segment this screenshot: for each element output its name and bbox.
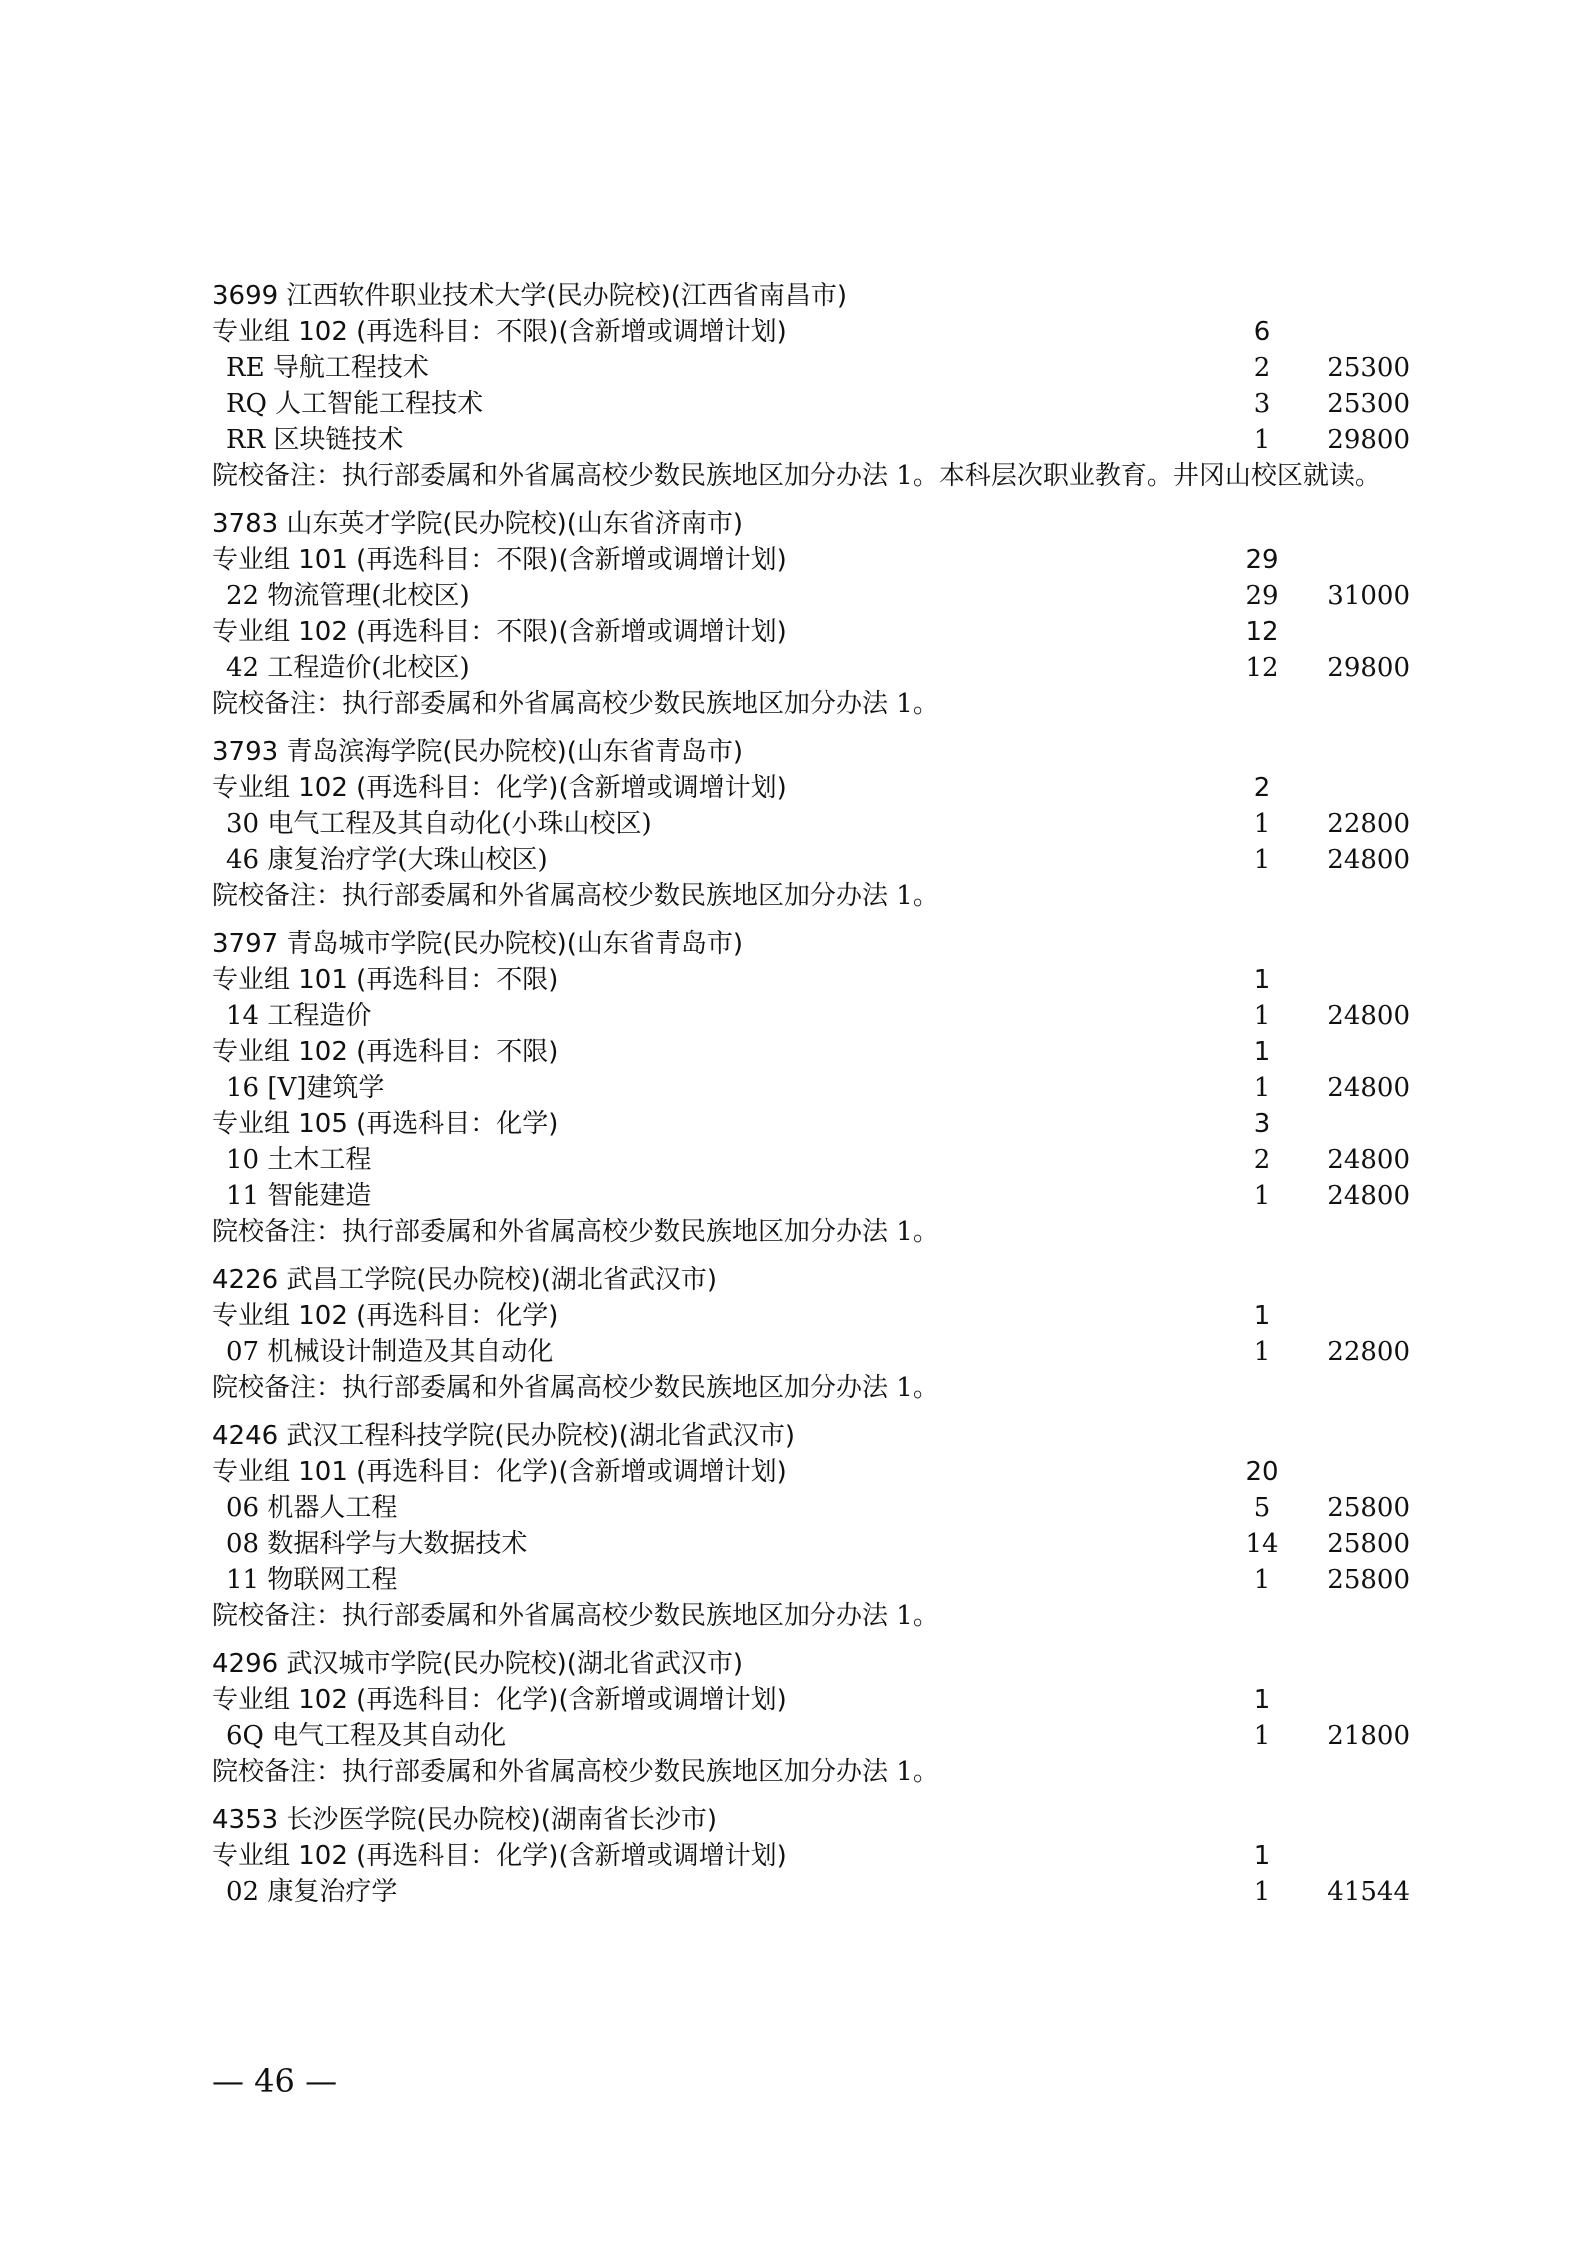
major-group-label: 专业组 102 (再选科目：不限) <box>212 1037 559 1067</box>
major-count: 1 <box>1253 1337 1271 1367</box>
major-group-count: 1 <box>1253 1301 1271 1331</box>
school-note-label: 院校备注： <box>212 461 343 491</box>
school-note-label: 院校备注： <box>212 1373 343 1403</box>
school-note <box>212 1214 1392 1250</box>
school-note <box>212 878 1392 914</box>
major-group-label: 专业组 102 (再选科目：化学)(含新增或调增计划) <box>212 1685 787 1715</box>
major-group-count: 12 <box>1245 617 1279 647</box>
major-group-label: 专业组 102 (再选科目：化学)(含新增或调增计划) <box>212 1841 787 1871</box>
major-group-label: 专业组 101 (再选科目：化学)(含新增或调增计划) <box>212 1457 787 1487</box>
major-row <box>212 422 1412 458</box>
school-note-label: 院校备注： <box>212 689 343 719</box>
major-group-row <box>212 1106 1412 1142</box>
major-tuition: 21800 <box>1327 1721 1410 1751</box>
major-code-name: 06 机器人工程 <box>226 1493 398 1523</box>
major-group-count: 6 <box>1253 317 1271 347</box>
major-count: 1 <box>1253 1001 1271 1031</box>
major-tuition: 41544 <box>1327 1877 1410 1907</box>
major-row <box>212 1718 1412 1754</box>
major-code-name: 46 康复治疗学(大珠山校区) <box>226 845 548 875</box>
school-block <box>212 1418 1412 1634</box>
major-group-label: 专业组 102 (再选科目：不限)(含新增或调增计划) <box>212 317 787 347</box>
major-row <box>212 1178 1412 1214</box>
admission-plan-list <box>212 278 1412 1922</box>
school-note-text: 执行部委属和外省属高校少数民族地区加分办法 1。 <box>342 1373 939 1403</box>
major-group-row <box>212 1682 1412 1718</box>
major-count: 2 <box>1253 1145 1271 1175</box>
school-note-label: 院校备注： <box>212 1757 343 1787</box>
major-row <box>212 1070 1412 1106</box>
major-tuition: 25300 <box>1327 389 1410 419</box>
major-group-label: 专业组 102 (再选科目：化学) <box>212 1301 559 1331</box>
major-code-name: 22 物流管理(北校区) <box>226 581 470 611</box>
school-note <box>212 1754 1392 1790</box>
major-code-name: 14 工程造价 <box>226 1001 372 1031</box>
major-tuition: 22800 <box>1327 809 1410 839</box>
major-tuition: 24800 <box>1327 1145 1410 1175</box>
major-code-name: 11 智能建造 <box>226 1181 372 1211</box>
major-row <box>212 350 1412 386</box>
school-block <box>212 1646 1412 1790</box>
major-tuition: 29800 <box>1327 653 1410 683</box>
major-code-name: RR 区块链技术 <box>226 425 404 455</box>
major-code-name: 16 [V]建筑学 <box>226 1073 385 1103</box>
major-code-name: 07 机械设计制造及其自动化 <box>226 1337 554 1367</box>
major-count: 5 <box>1253 1493 1271 1523</box>
major-count: 1 <box>1253 1565 1271 1595</box>
major-group-row <box>212 1298 1412 1334</box>
school-block <box>212 506 1412 722</box>
major-group-label: 专业组 105 (再选科目：化学) <box>212 1109 559 1139</box>
major-count: 1 <box>1253 425 1271 455</box>
major-code-name: 42 工程造价(北校区) <box>226 653 470 683</box>
major-group-count: 1 <box>1253 1037 1271 1067</box>
major-code-name: 08 数据科学与大数据技术 <box>226 1529 528 1559</box>
major-group-count: 29 <box>1245 545 1279 575</box>
major-tuition: 29800 <box>1327 425 1410 455</box>
school-note-text: 执行部委属和外省属高校少数民族地区加分办法 1。 <box>342 1601 939 1631</box>
major-group-label: 专业组 101 (再选科目：不限)(含新增或调增计划) <box>212 545 787 575</box>
major-group-row <box>212 1034 1412 1070</box>
school-header: 4296 武汉城市学院(民办院校)(湖北省武汉市) <box>212 1649 744 1679</box>
major-count: 14 <box>1245 1529 1279 1559</box>
major-group-label: 专业组 102 (再选科目：化学)(含新增或调增计划) <box>212 773 787 803</box>
major-tuition: 24800 <box>1327 845 1410 875</box>
major-code-name: RE 导航工程技术 <box>226 353 429 383</box>
school-header: 3797 青岛城市学院(民办院校)(山东省青岛市) <box>212 929 744 959</box>
major-count: 1 <box>1253 1877 1271 1907</box>
school-note-text: 执行部委属和外省属高校少数民族地区加分办法 1。 <box>342 1757 939 1787</box>
major-group-row <box>212 770 1412 806</box>
major-code-name: 6Q 电气工程及其自动化 <box>226 1721 507 1751</box>
major-tuition: 25800 <box>1327 1493 1410 1523</box>
major-tuition: 24800 <box>1327 1001 1410 1031</box>
major-count: 29 <box>1245 581 1279 611</box>
major-group-count: 20 <box>1245 1457 1279 1487</box>
school-note-text: 执行部委属和外省属高校少数民族地区加分办法 1。 <box>342 689 939 719</box>
major-tuition: 24800 <box>1327 1073 1410 1103</box>
major-tuition: 31000 <box>1327 581 1410 611</box>
major-group-row <box>212 542 1412 578</box>
major-code-name: 30 电气工程及其自动化(小珠山校区) <box>226 809 652 839</box>
school-header: 3783 山东英才学院(民办院校)(山东省济南市) <box>212 509 744 539</box>
major-row <box>212 998 1412 1034</box>
major-code-name: RQ 人工智能工程技术 <box>226 389 484 419</box>
school-note-label: 院校备注： <box>212 881 343 911</box>
major-row <box>212 1142 1412 1178</box>
major-group-count: 1 <box>1253 965 1271 995</box>
major-group-row <box>212 1838 1412 1874</box>
school-block <box>212 1262 1412 1406</box>
major-row <box>212 1874 1412 1910</box>
major-row <box>212 578 1412 614</box>
major-count: 1 <box>1253 809 1271 839</box>
page-number: — 46 — <box>212 2062 338 2100</box>
major-row <box>212 1526 1412 1562</box>
major-group-label: 专业组 102 (再选科目：不限)(含新增或调增计划) <box>212 617 787 647</box>
major-group-row <box>212 962 1412 998</box>
school-block <box>212 1802 1412 1910</box>
school-note-text: 执行部委属和外省属高校少数民族地区加分办法 1。本科层次职业教育。井冈山校区就读。 <box>342 461 1381 491</box>
major-row <box>212 842 1412 878</box>
school-header: 3699 江西软件职业技术大学(民办院校)(江西省南昌市) <box>212 281 848 311</box>
major-code-name: 11 物联网工程 <box>226 1565 398 1595</box>
major-row <box>212 650 1412 686</box>
major-group-label: 专业组 101 (再选科目：不限) <box>212 965 559 995</box>
major-group-row <box>212 614 1412 650</box>
school-note <box>212 458 1392 494</box>
school-note-text: 执行部委属和外省属高校少数民族地区加分办法 1。 <box>342 881 939 911</box>
major-row <box>212 1562 1412 1598</box>
major-group-count: 2 <box>1253 773 1271 803</box>
major-code-name: 02 康复治疗学 <box>226 1877 398 1907</box>
major-tuition: 25800 <box>1327 1565 1410 1595</box>
major-count: 3 <box>1253 389 1271 419</box>
major-group-count: 1 <box>1253 1685 1271 1715</box>
major-group-row <box>212 314 1412 350</box>
major-code-name: 10 土木工程 <box>226 1145 372 1175</box>
major-row <box>212 386 1412 422</box>
major-tuition: 24800 <box>1327 1181 1410 1211</box>
major-count: 1 <box>1253 845 1271 875</box>
school-header: 4246 武汉工程科技学院(民办院校)(湖北省武汉市) <box>212 1421 796 1451</box>
major-count: 1 <box>1253 1721 1271 1751</box>
school-block <box>212 278 1412 494</box>
major-tuition: 22800 <box>1327 1337 1410 1367</box>
school-block <box>212 926 1412 1250</box>
major-row <box>212 806 1412 842</box>
school-note-label: 院校备注： <box>212 1601 343 1631</box>
school-note-label: 院校备注： <box>212 1217 343 1247</box>
major-group-row <box>212 1454 1412 1490</box>
school-block <box>212 734 1412 914</box>
major-count: 12 <box>1245 653 1279 683</box>
school-header: 3793 青岛滨海学院(民办院校)(山东省青岛市) <box>212 737 744 767</box>
major-count: 1 <box>1253 1181 1271 1211</box>
major-tuition: 25800 <box>1327 1529 1410 1559</box>
major-group-count: 1 <box>1253 1841 1271 1871</box>
major-tuition: 25300 <box>1327 353 1410 383</box>
school-header: 4226 武昌工学院(民办院校)(湖北省武汉市) <box>212 1265 718 1295</box>
school-header: 4353 长沙医学院(民办院校)(湖南省长沙市) <box>212 1805 718 1835</box>
school-note <box>212 1370 1392 1406</box>
major-count: 1 <box>1253 1073 1271 1103</box>
major-group-count: 3 <box>1253 1109 1271 1139</box>
school-note-text: 执行部委属和外省属高校少数民族地区加分办法 1。 <box>342 1217 939 1247</box>
school-note <box>212 1598 1392 1634</box>
major-count: 2 <box>1253 353 1271 383</box>
major-row <box>212 1334 1412 1370</box>
school-note <box>212 686 1392 722</box>
major-row <box>212 1490 1412 1526</box>
